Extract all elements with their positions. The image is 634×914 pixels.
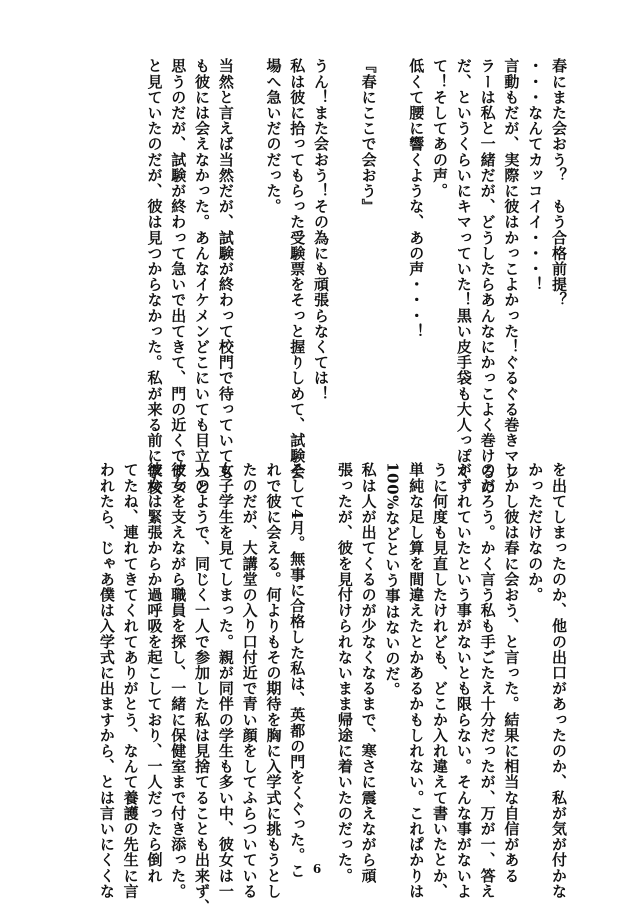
text-line: だ、というくらいにキマっていた！黒い皮手袋も大人っぽく bbox=[454, 58, 473, 480]
text-line: れで彼に会える。何よりもその期待を胸に入学式に挑もうとし bbox=[264, 462, 283, 899]
text-line: のだろう。かく言う私も手ごたえ十分だったが、万が一、答え bbox=[478, 462, 497, 899]
text-line: かっただけなのか。 bbox=[526, 462, 545, 603]
text-line: 100%などという事はないのだ。 bbox=[383, 462, 402, 698]
text-line: 場へ急いだのだった。 bbox=[264, 58, 283, 214]
text-line: 言動もだが、実際に彼はかっこよかった！ぐるぐる巻きマフ bbox=[502, 58, 521, 480]
text-line: 春にまた会おう？ もう合格前提？ bbox=[550, 58, 568, 308]
blank-line bbox=[308, 462, 332, 852]
text-line: がずれていたという事がないとも限らない。そんな事がないよ bbox=[454, 462, 473, 899]
text-line: たのだが、大講堂の入り口付近で青い顔をしてふらついている bbox=[240, 462, 259, 899]
blank-line bbox=[332, 58, 356, 443]
text-line: 当然と言えば当然だが、試験が終わって校門で待っていても bbox=[216, 58, 235, 480]
text-line: ・・・なんてカッコイイ・・・！ bbox=[526, 58, 545, 292]
text-line: 単純な足し算を間違えたとかあるかもしれない。これぱかりは bbox=[407, 462, 426, 899]
text-line: を出てしまったのか、他の出口があったのか、私が気が付かな bbox=[550, 462, 568, 899]
text-line: 思うのだが、試験が終わって急いで出てきて、門の近くでずっ bbox=[169, 58, 188, 495]
text-line: 低くて腰に響くような、あの声・・・！ bbox=[407, 58, 426, 339]
text-line: 彼女は緊張からか過呼吸を起こしており、一人だったら倒れ bbox=[145, 462, 164, 884]
text-line: 女子学生を見てしまった。親が同伴の学生も多い中、彼女は一 bbox=[216, 462, 235, 899]
text-line: 人のようで、同じく一人で参加した私は見捨てることも出来ず、 bbox=[193, 462, 212, 914]
quote-line: 『春にここで会おう』 bbox=[359, 58, 378, 214]
text-line: そして4月。無事に合格した私は、英都の門をくぐった。こ bbox=[288, 462, 307, 879]
text-line: てたね、連れてきてくれてありがとう、なんて養護の先生に言 bbox=[121, 462, 140, 899]
text-line: うに何度も見直したけれども、どこか入れ違えて書いたとか、 bbox=[431, 462, 450, 899]
text-line: と見ていたのだが、彼は見つからなかった。私が来る前に学校 bbox=[145, 58, 164, 495]
upper-text-block bbox=[100, 58, 570, 495]
blank-line bbox=[380, 58, 404, 443]
text-line: ラーは私と一緒だが、どうしたらあんなにかっこよく巻けるの bbox=[478, 58, 497, 495]
text-line: しかし彼は春に会おう、と言った。結果に相当な自信がある bbox=[502, 462, 521, 884]
text-line: て！そしてあの声。 bbox=[431, 58, 450, 199]
text-line: 私は人が出てくるのが少なくなるまで、寒さに震えながら頑 bbox=[359, 462, 378, 884]
text-line: も彼には会えなかった。あんなイケメンどこにいても目立つと bbox=[193, 58, 212, 495]
lower-text-block bbox=[97, 462, 570, 914]
page-number: 6 bbox=[312, 862, 322, 876]
blank-line bbox=[237, 58, 261, 443]
text-line: うん！また会おう！その為にも頑張らなくては！ bbox=[312, 58, 331, 402]
text-line: 彼女を支えながら職員を探し、一緒に保健室まで付き添った。 bbox=[169, 462, 188, 899]
text-line: 私は彼に拾ってもらった受験票をそっと握りしめて、試験会 bbox=[288, 58, 307, 480]
text-line: われたら、じゃあ僕は入学式に出ますから、とは言いにくくな bbox=[97, 462, 116, 899]
text-line: 張ったが、彼を見付けられないまま帰途に着いたのだった。 bbox=[335, 462, 354, 884]
